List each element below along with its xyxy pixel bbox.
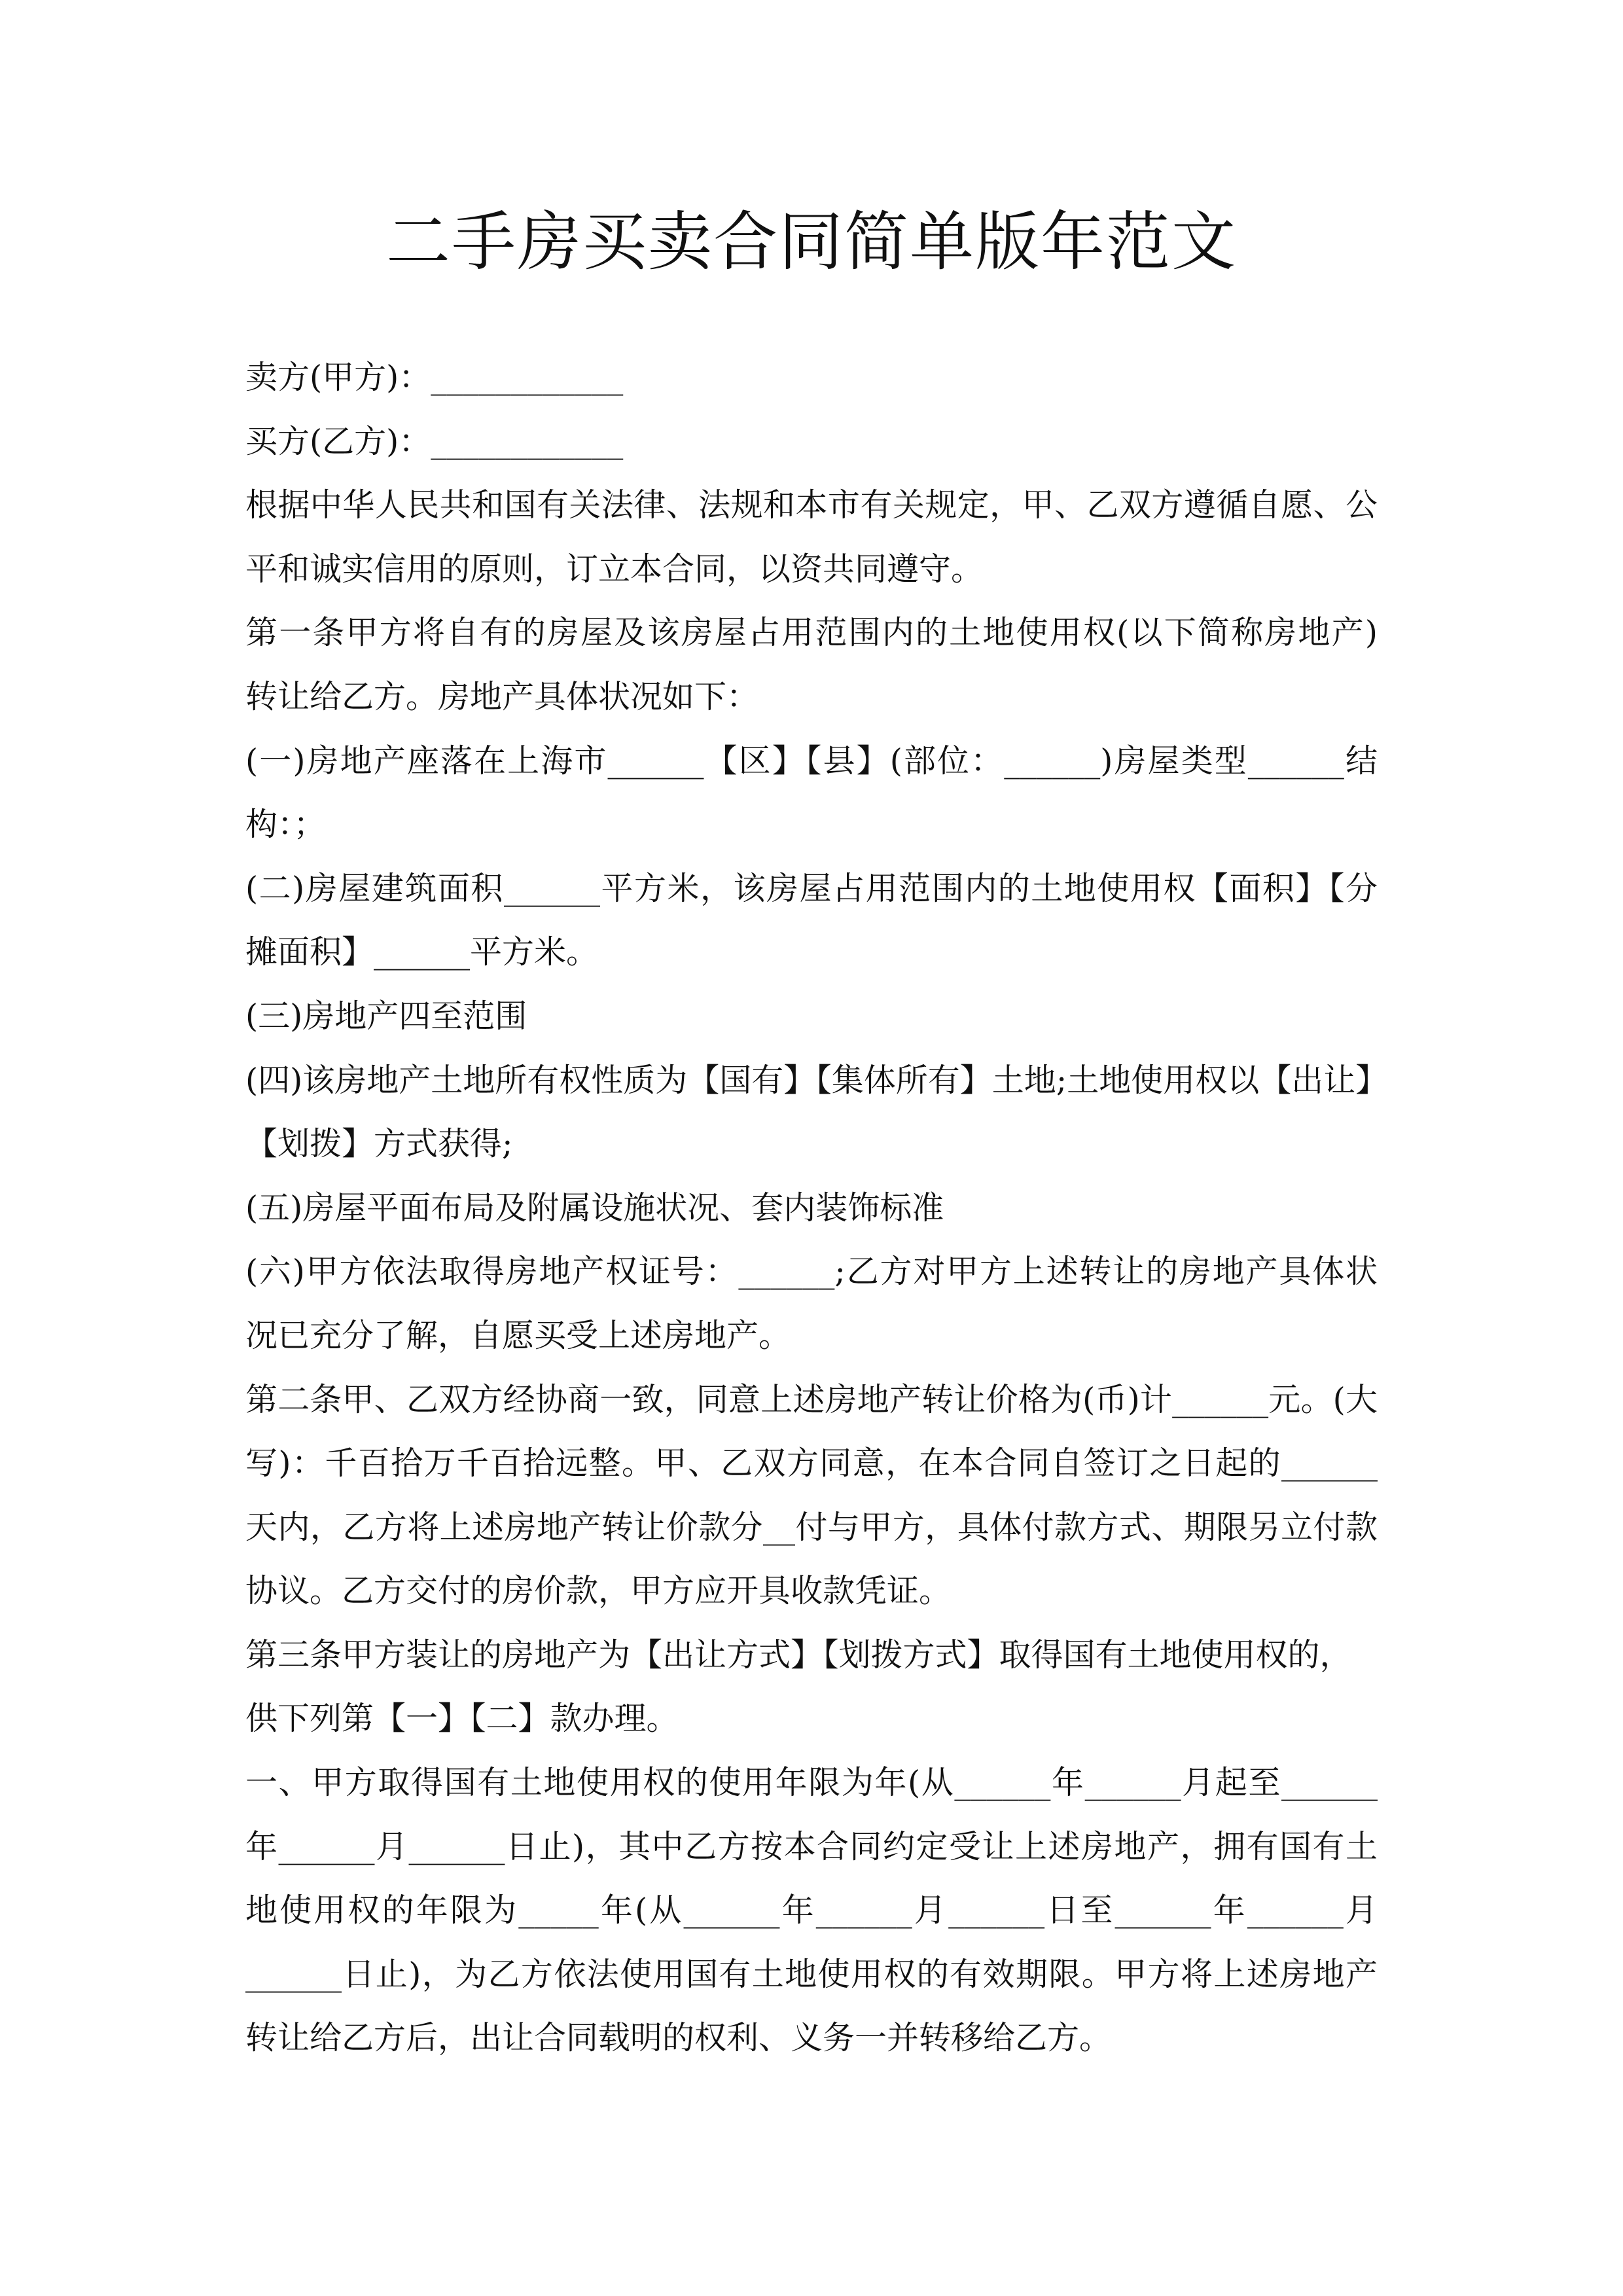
text-line: 第一条甲方将自有的房屋及该房屋占用范围内的土地使用权(以下简称房地产) bbox=[245, 614, 1378, 652]
text-line: 【划拨】方式获得; bbox=[245, 1125, 513, 1163]
text-line: (三)房地产四至范围 bbox=[245, 997, 527, 1035]
document-body bbox=[245, 357, 1388, 2081]
text-line: (五)房屋平面布局及附属设施状况、套内装饰标准 bbox=[245, 1189, 944, 1227]
text-line: (六)甲方依法取得房地产权证号：______;乙方对甲方上述转让的房地产具体状 bbox=[245, 1253, 1378, 1291]
text-line: 年______月______日止)，其中乙方按本合同约定受让上述房地产，拥有国有土 bbox=[245, 1827, 1378, 1865]
text-line: 一、甲方取得国有土地使用权的使用年限为年(从______年______月起至______ bbox=[245, 1764, 1378, 1802]
text-line: 天内，乙方将上述房地产转让价款分__付与甲方，具体付款方式、期限另立付款 bbox=[245, 1508, 1378, 1546]
text-line: 摊面积】______平方米。 bbox=[245, 933, 599, 971]
text-line: 第三条甲方装让的房地产为【出让方式】【划拨方式】取得国有土地使用权的， bbox=[245, 1636, 1352, 1674]
text-line: 转让给乙方。房地产具体状况如下： bbox=[245, 677, 759, 715]
text-line: 买方(乙方)：____________ bbox=[245, 422, 624, 460]
text-line: 平和诚实信用的原则，订立本合同，以资共同遵守。 bbox=[245, 550, 984, 588]
text-line: 卖方(甲方)：____________ bbox=[245, 359, 624, 396]
text-line: (二)房屋建筑面积______平方米，该房屋占用范围内的土地使用权【面积】【分 bbox=[245, 869, 1378, 907]
text-line: 写)：千百拾万千百拾远整。甲、乙双方同意，在本合同自签订之日起的______ bbox=[245, 1444, 1378, 1482]
text-line: 协议。乙方交付的房价款，甲方应开具收款凭证。 bbox=[245, 1572, 952, 1610]
text-line: 构：； bbox=[245, 806, 326, 844]
text-line: 况已充分了解，自愿买受上述房地产。 bbox=[245, 1316, 791, 1354]
text-line: 地使用权的年限为_____年(从______年______月______日至______年______月 bbox=[245, 1892, 1378, 1929]
text-line: 转让给乙方后，出让合同载明的权利、义务一并转移给乙方。 bbox=[245, 2019, 1112, 2057]
text-line: (四)该房地产土地所有权性质为【国有】【集体所有】土地;土地使用权以【出让】 bbox=[245, 1061, 1388, 1099]
text-line: 供下列第【一】【二】款办理。 bbox=[245, 1700, 679, 1738]
text-line: 根据中华人民共和国有关法律、法规和本市有关规定，甲、乙双方遵循自愿、公 bbox=[245, 486, 1378, 524]
text-line: (一)房地产座落在上海市______【区】【县】(部位：______)房屋类型______结 bbox=[245, 742, 1378, 780]
text-line: ______日止)，为乙方依法使用国有土地使用权的有效期限。甲方将上述房地产 bbox=[245, 1955, 1378, 1993]
document-title: 二手房买卖合同简单版年范文 bbox=[385, 205, 1237, 279]
text-line: 第二条甲、乙双方经协商一致，同意上述房地产转让价格为(币)计______元。(大 bbox=[245, 1380, 1378, 1418]
